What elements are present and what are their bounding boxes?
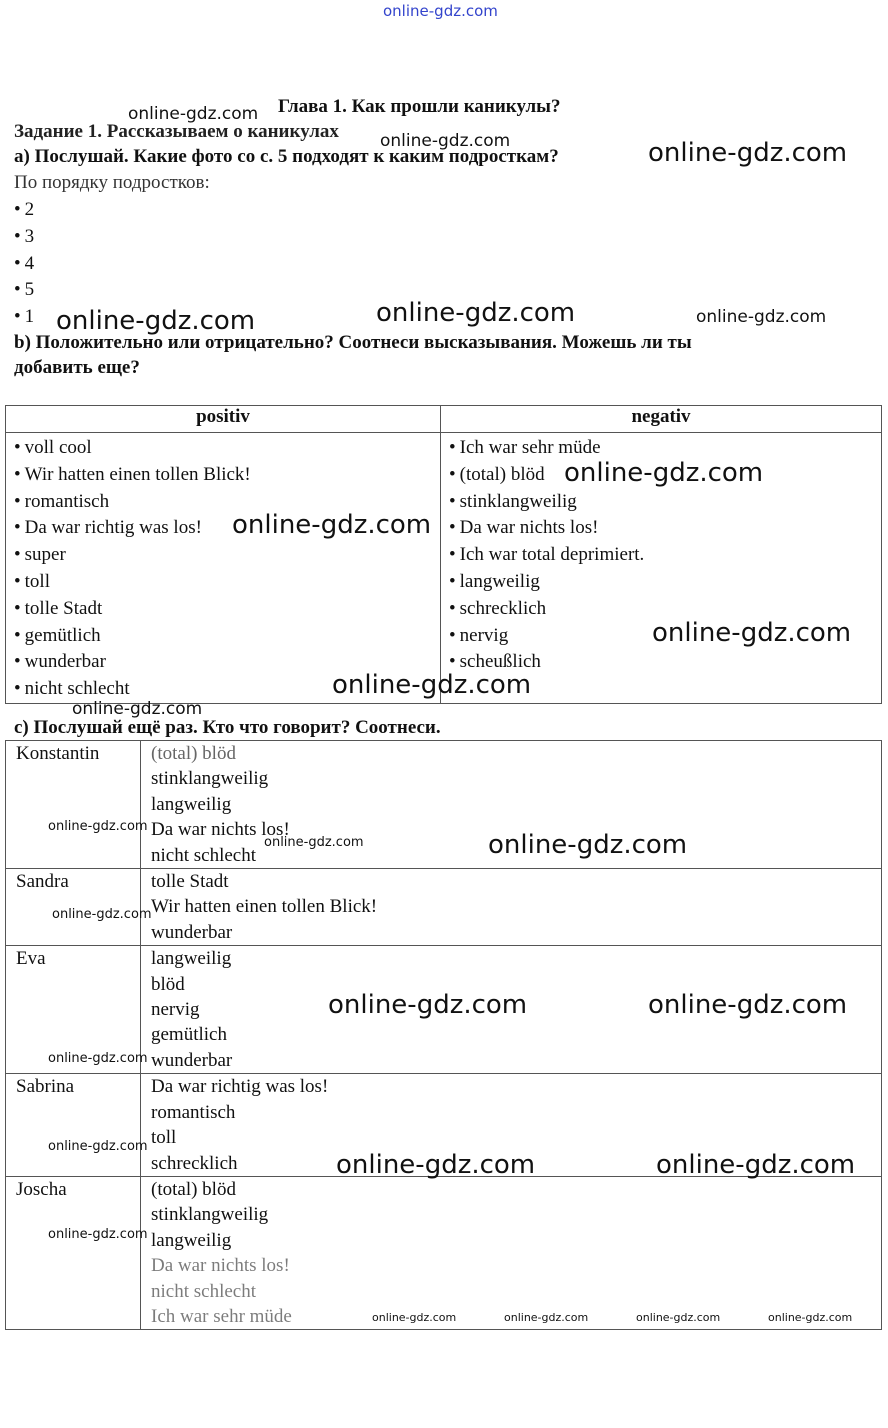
negativ-item: • schrecklich [449,596,881,623]
part-b-question-line1: b) Положительно или отрицательно? Соотнеси высказывания. Можешь ли ты [14,332,692,353]
phrase: (total) blöd [151,743,236,764]
positiv-item: • Wir hatten einen tollen Blick! [14,462,440,489]
phrase: gemütlich [151,1024,227,1046]
order-item: • 4 [14,251,34,278]
watermark: online-gdz.com [48,1227,148,1242]
watermark: online-gdz.com [128,104,259,124]
phrase: langweilig [151,793,232,815]
watermark: online-gdz.com [72,699,203,719]
watermark: online-gdz.com [636,1311,721,1324]
watermark: online-gdz.com [332,670,532,700]
phrase: Wir hatten einen tollen Blick! [151,896,378,918]
phrase: nervig [151,999,200,1021]
order-item: • 1 [14,304,34,331]
person-name: Joscha [6,1176,141,1329]
negativ-item: • stinklangweilig [449,489,881,516]
phrase: langweilig [151,1229,232,1251]
phrase: nicht schlecht [151,844,256,866]
positiv-column [6,433,441,704]
negativ-item: • nervig [449,623,881,650]
positiv-item: • romantisch [14,489,440,516]
phrase: toll [151,1127,177,1149]
phrase: (total) blöd [151,1178,236,1200]
watermark: online-gdz.com [564,458,764,488]
negativ-item: • Ich war total deprimiert. [449,542,881,569]
negativ-item: • Da war nichts los! [449,515,881,542]
phrase: stinklangweilig [151,768,269,790]
watermark: online-gdz.com [52,907,152,922]
positiv-item: • voll cool [14,435,440,462]
person-items [141,869,882,946]
phrase: wunderbar [151,921,233,943]
person-name: Sandra [6,869,141,946]
watermark: online-gdz.com [372,1311,457,1324]
negativ-item: • scheußlich [449,649,881,676]
phrase: Da war nichts los! [151,1255,290,1277]
part-a-intro: По порядку подростков: [14,172,210,193]
watermark: online-gdz.com [656,1150,856,1180]
part-a-question: a) Послушай. Какие фото со с. 5 подходят к каким подросткам? [14,146,559,167]
phrase: schrecklich [151,1152,238,1174]
phrase: tolle Stadt [151,871,229,893]
negativ-item: • Ich war sehr müde [449,435,881,462]
watermark: online-gdz.com [232,510,432,540]
watermark: online-gdz.com [328,990,528,1020]
positiv-header: positiv [6,406,441,433]
task-title: Задание 1. Рассказываем о каникулах [14,121,339,142]
watermark: online-gdz.com [48,819,148,834]
watermark: online-gdz.com [488,830,688,860]
watermark: online-gdz.com [696,307,827,327]
positiv-negativ-table [5,405,882,704]
positiv-item: • tolle Stadt [14,596,440,623]
part-b-question-line2: добавить еще? [14,357,140,378]
phrase: wunderbar [151,1049,233,1071]
phrase: Ich war sehr müde [151,1305,292,1327]
positiv-item: • super [14,542,440,569]
order-item: • 3 [14,224,34,251]
watermark: online-gdz.com [376,298,576,328]
watermark: online-gdz.com [652,618,852,648]
watermark: online-gdz.com [264,835,364,850]
positiv-item: • Da war richtig was los! [14,515,440,542]
phrase: Da war richtig was los! [151,1076,329,1098]
phrase: langweilig [151,948,232,970]
part-a-order-list [14,197,34,331]
person-name: Konstantin [6,741,141,869]
positiv-item: • wunderbar [14,649,440,676]
positiv-item: • nicht schlecht [14,676,440,703]
part-c-question: c) Послушай ещё раз. Кто что говорит? Соотнеси. [14,717,441,738]
watermark: online-gdz.com [504,1311,589,1324]
chapter-title: Глава 1. Как прошли каникулы? [278,96,561,117]
order-item: • 5 [14,277,34,304]
watermark-top: online-gdz.com [383,2,498,20]
phrase: romantisch [151,1101,236,1123]
negativ-item: • langweilig [449,569,881,596]
negativ-header: negativ [441,406,882,433]
phrase: nicht schlecht [151,1280,256,1302]
phrase: blöd [151,973,185,995]
person-items [141,1176,882,1329]
watermark: online-gdz.com [56,306,256,336]
positiv-item: • gemütlich [14,623,440,650]
positiv-item: • toll [14,569,440,596]
phrase: Da war nichts los! [151,819,290,841]
person-name: Sabrina [6,1074,141,1177]
phrase: stinklangweilig [151,1204,269,1226]
watermark: online-gdz.com [380,131,511,151]
watermark: online-gdz.com [768,1311,853,1324]
watermark: online-gdz.com [336,1150,536,1180]
watermark: online-gdz.com [648,138,848,168]
negativ-item: • (total) blöd [449,462,881,489]
person-name: Eva [6,946,141,1074]
order-item: • 2 [14,197,34,224]
watermark: online-gdz.com [648,990,848,1020]
watermark: online-gdz.com [48,1051,148,1066]
watermark: online-gdz.com [48,1139,148,1154]
